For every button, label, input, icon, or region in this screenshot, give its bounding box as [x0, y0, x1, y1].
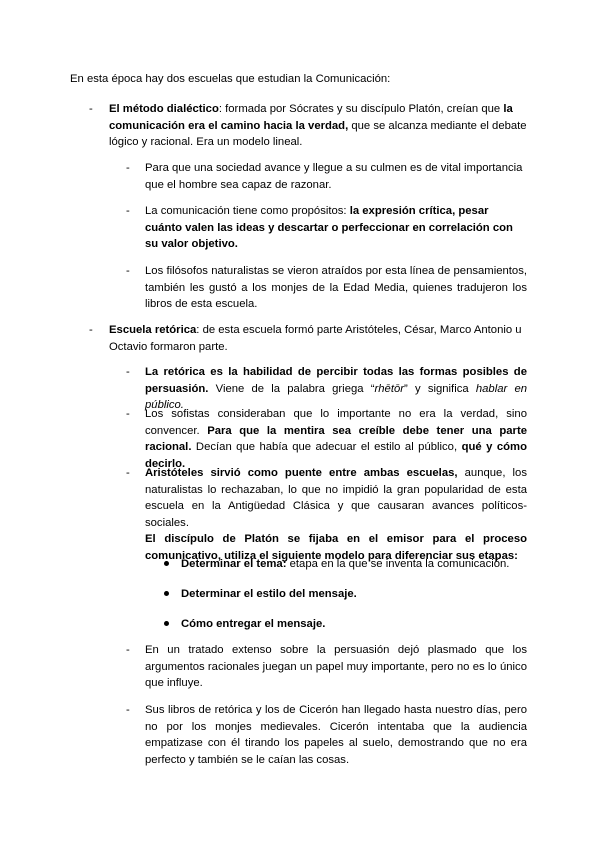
metodo-dialectico-paragraph: El método dialéctico: formada por Sócrates y su discípulo Platón, creían que la comunicación era el camino hacia la verdad, que se alcanza mediante el debate lógico y racional. Era un modelo lineal. — [109, 103, 527, 148]
retorica-subpoint-2: Los sofistas consideraban que lo importante no era la verdad, sino convencer. Para que la mentira sea creíble debe tener una parte racional. Decían que había que adecuar el estilo al público, qué y cómo decirlo. — [145, 408, 528, 470]
dash-bullet: - — [126, 366, 130, 378]
dash-bullet: - — [126, 265, 130, 277]
dialectico-subpoint-2: La comunicación tiene como propósitos: la expresión crítica, pesar cuánto valen las ideas y descartar o perfeccionar en correlación con su valor objetivo. — [145, 205, 513, 250]
dash-bullet: - — [89, 103, 93, 115]
dialectico-subpoint-1: Para que una sociedad avance y llegue a su culmen es de vital importancia que el hombre sea capaz de razonar. — [145, 162, 523, 191]
etapa-3: Cómo entregar el mensaje. — [181, 618, 326, 630]
dash-bullet: - — [126, 467, 130, 479]
retorica-subpoint-3: Aristóteles sirvió como puente entre ambas escuelas, aunque, los naturalistas lo rechazaban, lo que no impidió la gran popularidad de esta escuela en la Antigüedad Clásica y que causaran avances políticos-sociales. El discípulo de Platón se fijaba en el emisor para el proceso comunicativo, utiliza el siguiente modelo para diferenciar sus etapas: — [145, 467, 527, 562]
retorica-subpoint-4: En un tratado extenso sobre la persuasión dejó plasmado que los argumentos racionales juegan un papel muy importante, pero no es lo único que influye. — [145, 644, 527, 689]
dash-bullet: - — [126, 644, 130, 656]
bullet-dot — [164, 561, 169, 566]
etapa-2: Determinar el estilo del mensaje. — [181, 588, 357, 600]
dash-bullet: - — [126, 704, 130, 716]
etapa-1: Determinar el tema: etapa en la que se inventa la comunicación. — [181, 558, 510, 570]
metodo-dialectico-term: El método dialéctico — [109, 103, 219, 115]
intro-paragraph: En esta época hay dos escuelas que estudian la Comunicación: — [70, 73, 391, 85]
retorica-subpoint-5: Sus libros de retórica y los de Cicerón han llegado hasta nuestro días, pero no por los monjes medievales. Cicerón intentaba que la audiencia empatizase con él tirando los papeles al suelo, demostrando que no era perfecto y también se le caían las cosas. — [145, 704, 527, 766]
dash-bullet: - — [126, 205, 130, 217]
dash-bullet: - — [89, 324, 93, 336]
dash-bullet: - — [126, 408, 130, 420]
bullet-dot — [164, 591, 169, 596]
dialectico-subpoint-3: Los filósofos naturalistas se vieron atraídos por esta línea de pensamientos, también les gustó a los monjes de la Edad Media, quienes tradujeron los libros de esta escuela. — [145, 265, 527, 310]
retorica-subpoint-1: La retórica es la habilidad de percibir todas las formas posibles de persuasión. Viene de la palabra griega “rhētōr” y significa hablar en público. — [145, 366, 528, 411]
escuela-retorica-paragraph: Escuela retórica: de esta escuela formó parte Aristóteles, César, Marco Antonio u Octavio formaron parte. — [109, 324, 522, 353]
bullet-dot — [164, 621, 169, 626]
dash-bullet: - — [126, 162, 130, 174]
escuela-retorica-term: Escuela retórica — [109, 324, 197, 336]
